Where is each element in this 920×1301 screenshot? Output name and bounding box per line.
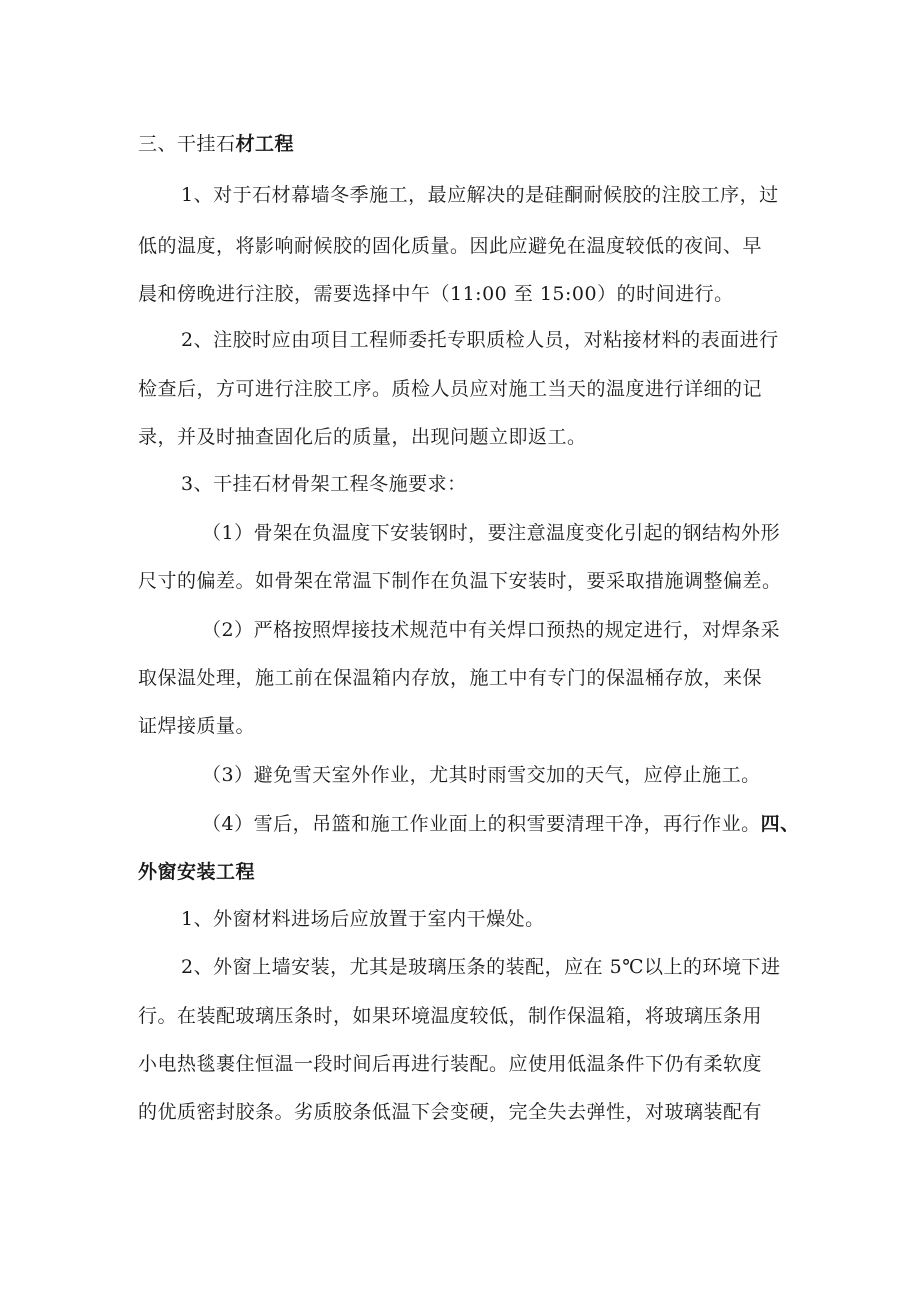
item-2-line-1: （2）严格按照焊接技术规范中有关焊口预热的规定进行，对焊条采 — [202, 619, 781, 641]
item-4 — [202, 812, 852, 836]
paragraph-2-line-1: 2、注胶时应由项目工程师委托专职质检人员，对粘接材料的表面进行 — [181, 329, 779, 351]
paragraph-1-line-3: 晨和傍晚进行注胶，需要选择中午（11:00 至 15:00）的时间进行。 — [138, 283, 734, 305]
window-paragraph-2-line-1: 2、外窗上墙安装，尤其是玻璃压条的装配，应在 5℃以上的环境下进 — [181, 956, 781, 978]
section-heading-3-bold: 材工程 — [235, 133, 295, 155]
paragraph-1-line-2: 低的温度，将影响耐候胶的固化质量。因此应避免在温度较低的夜间、早 — [138, 235, 763, 257]
paragraph-2-line-2: 检查后，方可进行注胶工序。质检人员应对施工当天的温度进行详细的记 — [138, 378, 763, 400]
section-heading-3 — [138, 132, 788, 156]
section-heading-4-number: 四、 — [760, 813, 800, 835]
item-1-line-1: （1）骨架在负温度下安装钢时，要注意温度变化引起的钢结构外形 — [202, 522, 781, 544]
paragraph-1-line-1: 1、对于石材幕墙冬季施工，最应解决的是硅酮耐候胶的注胶工序，过 — [181, 184, 779, 206]
item-2-line-2: 取保温处理，施工前在保温箱内存放，施工中有专门的保温桶存放，来保 — [138, 667, 763, 689]
item-2-line-3: 证焊接质量。 — [138, 715, 256, 737]
item-1-line-2: 尺寸的偏差。如骨架在常温下制作在负温下安装时，要采取措施调整偏差。 — [138, 570, 782, 592]
item-4-text: （4）雪后，吊篮和施工作业面上的积雪要清理干净，再行作业。 — [202, 813, 761, 835]
section-heading-3-prefix: 三、干挂石 — [138, 133, 236, 155]
window-paragraph-2-line-4: 的优质密封胶条。劣质胶条低温下会变硬，完全失去弹性，对玻璃装配有 — [138, 1101, 763, 1123]
window-paragraph-1: 1、外窗材料进场后应放置于室内干燥处。 — [181, 908, 545, 930]
window-paragraph-2-line-2: 行。在装配玻璃压条时，如果环境温度较低，制作保温箱，将玻璃压条用 — [138, 1005, 763, 1027]
item-3: （3）避免雪天室外作业，尤其时雨雪交加的天气，应停止施工。 — [202, 764, 761, 786]
section-heading-4-title: 外窗安装工程 — [138, 861, 256, 883]
window-paragraph-2-line-3: 小电热毯裹住恒温一段时间后再进行装配。应使用低温条件下仍有柔软度 — [138, 1053, 763, 1075]
paragraph-2-line-3: 录，并及时抽查固化后的质量，出现问题立即返工。 — [138, 426, 587, 448]
paragraph-3: 3、干挂石材骨架工程冬施要求： — [181, 473, 467, 495]
